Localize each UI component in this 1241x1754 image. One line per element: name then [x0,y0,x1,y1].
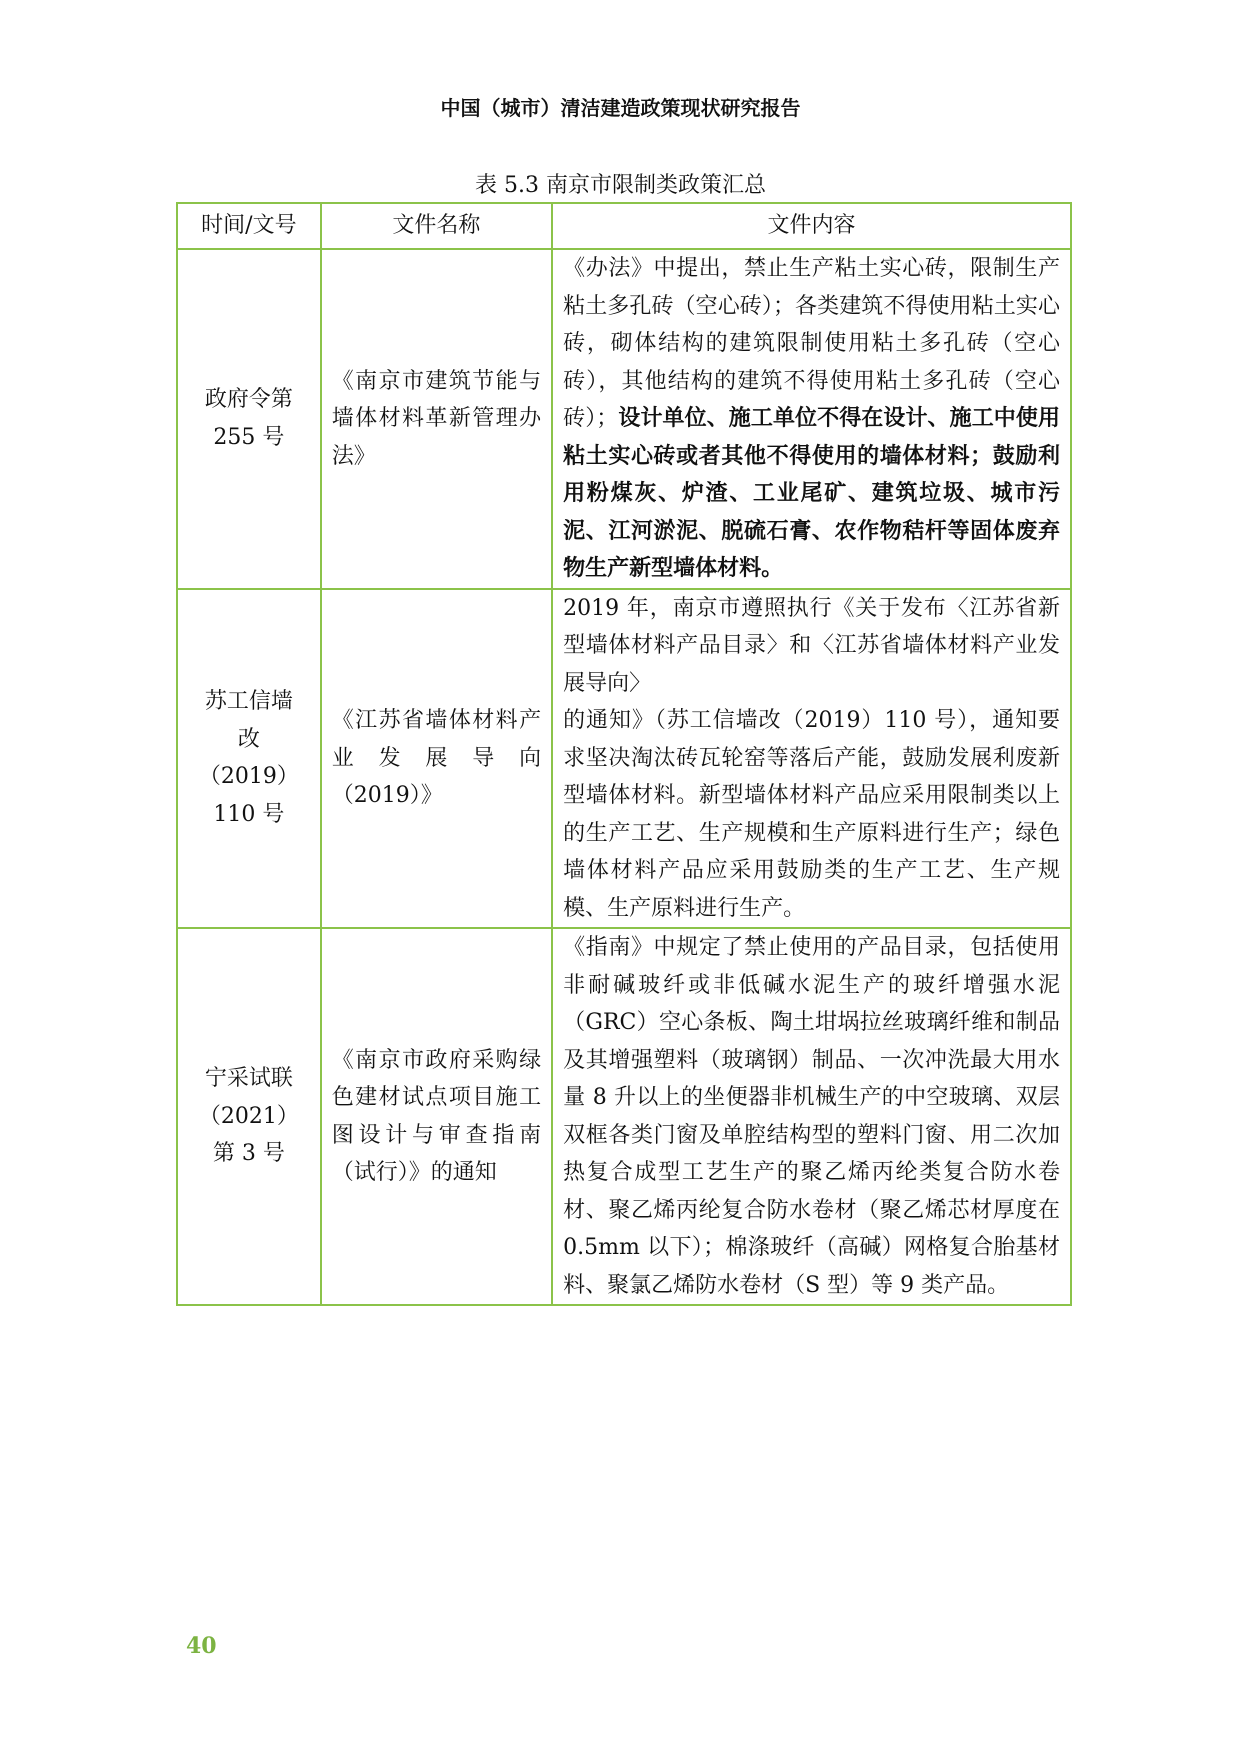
page-number: 40 [186,1633,217,1659]
row-content-cell [552,249,1071,589]
table-header-row [177,203,1071,249]
row-id-cell [177,589,321,929]
column-header-content: 文件内容 [552,203,1071,249]
row-name-cell: 《南京市政府采购绿色建材试点项目施工图设计与审查指南（试行）》的通知 [321,928,552,1305]
row-content-normal: 《办法》中提出，禁止生产粘土实心砖，限制生产粘土多孔砖（空心砖）；各类建筑不得使用粘土实心砖，砌体结构的建筑限制使用粘土多孔砖（空心砖），其他结构的建筑不得使用粘土多孔砖（空心砖）； [563,256,1060,431]
column-header-id: 时间/文号 [177,203,321,249]
table-row [177,928,1071,1305]
page-header-title: 中国（城市）清洁建造政策现状研究报告 [440,96,801,120]
row-content-cell: 《指南》中规定了禁止使用的产品目录，包括使用非耐碱玻纤或非低碱水泥生产的玻纤增强水泥（GRC）空心条板、陶土坩埚拉丝玻璃纤维和制品及其增强塑料（玻璃钢）制品、一次冲洗最大用水量 8 升以上的坐便器非机械生产的中空玻璃、双层双框各类门窗及单腔结构型的塑料门窗、用二次加热复合成型工艺生产的聚乙烯丙纶类复合防水卷材、聚乙烯丙纶复合防水卷材（聚乙烯芯材厚度在 0.5mm 以下）；棉涤玻纤（高碱）网格复合胎基材料、聚氯乙烯防水卷材（S 型）等 9 类产品。 [552,928,1071,1305]
table-row [177,249,1071,589]
column-header-name: 文件名称 [321,203,552,249]
row-id-text: 政府令第 255 号 [204,387,293,450]
table-row [177,589,1071,929]
row-name-cell: 《南京市建筑节能与墙体材料革新管理办法》 [321,249,552,589]
table-caption: 表 5.3 南京市限制类政策汇总 [475,173,766,198]
row-id-cell [177,249,321,589]
row-name-cell: 《江苏省墙体材料产业发展导向（2019）》 [321,589,552,929]
row-id-cell [177,928,321,1305]
policy-table [176,202,1072,1306]
row-id-text: 苏工信墙 改 （2019） 110 号 [198,689,299,827]
row-content-cell: 2019 年，南京市遵照执行《关于发布〈江苏省新型墙体材料产品目录〉和〈江苏省墙体材料产业发展导向〉 的通知》（苏工信墙改（2019）110 号），通知要求坚决淘汰砖瓦轮窑等落后产能，鼓励发展利废新型墙体材料。新型墙体材料产品应采用限制类以上的生产工艺、生产规模和生产原料进行生产；绿色墙体材料产品应采用鼓励类的生产工艺、生产规模、生产原料进行生产。 [552,589,1071,929]
row-content-bold: 设计单位、施工单位不得在设计、施工中使用粘土实心砖或者其他不得使用的墙体材料；鼓励利用粉煤灰、炉渣、工业尾矿、建筑垃圾、城市污泥、江河淤泥、脱硫石膏、农作物秸杆等固体废弃物生产新型墙体材料。 [563,405,1060,581]
row-id-text: 宁采试联 （2021） 第 3 号 [198,1066,299,1167]
